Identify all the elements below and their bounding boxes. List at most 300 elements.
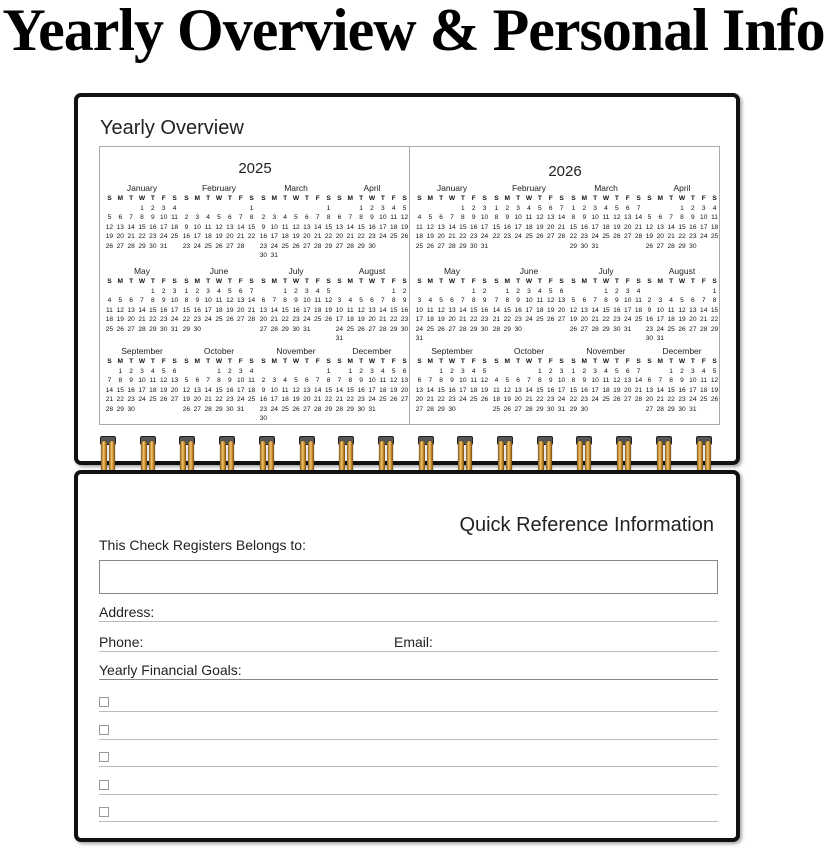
day-cell: 1 bbox=[604, 287, 608, 295]
weekday-header: T bbox=[283, 358, 288, 365]
day-cell: 3 bbox=[658, 297, 663, 304]
day-cell: 12 bbox=[292, 223, 300, 231]
day-cell: 29 bbox=[667, 405, 675, 413]
day-cell: 4 bbox=[315, 287, 320, 295]
day-cell: 1 bbox=[249, 204, 254, 212]
day-cell: 5 bbox=[571, 297, 576, 304]
day-cell: 30 bbox=[580, 242, 588, 250]
empty-cell bbox=[203, 204, 214, 214]
day-cell: 7 bbox=[107, 377, 112, 384]
day-cell: 11 bbox=[204, 223, 212, 231]
weekday-header: S bbox=[636, 358, 641, 365]
day-cell: 12 bbox=[160, 377, 168, 384]
day-cell: 9 bbox=[294, 297, 298, 304]
day-cell: 18 bbox=[470, 386, 478, 394]
day-cell: 23 bbox=[259, 242, 268, 250]
day-cell: 2 bbox=[261, 377, 266, 384]
day-cell: 18 bbox=[710, 223, 719, 231]
day-cell: 19 bbox=[426, 233, 434, 240]
weekday-header: M bbox=[194, 278, 201, 285]
day-cell: 13 bbox=[237, 297, 245, 304]
day-cell: 3 bbox=[516, 204, 520, 212]
day-cell: 19 bbox=[645, 233, 654, 240]
weekday-header: S bbox=[172, 278, 177, 285]
empty-cell bbox=[655, 287, 666, 297]
day-cell: 3 bbox=[417, 297, 422, 304]
day-cell: 1 bbox=[217, 367, 221, 375]
day-cell: 30 bbox=[226, 405, 234, 413]
weekday-header: S bbox=[636, 195, 641, 202]
day-cell: 25 bbox=[667, 325, 675, 333]
day-cell: 25 bbox=[390, 233, 398, 240]
empty-cell bbox=[291, 367, 302, 377]
day-cell: 28 bbox=[656, 405, 664, 413]
weekday-header: W bbox=[678, 195, 686, 202]
day-cell: 24 bbox=[624, 316, 632, 323]
day-cell: 24 bbox=[525, 316, 533, 323]
month-september-2025 bbox=[104, 345, 180, 414]
day-cell: 11 bbox=[635, 297, 642, 304]
day-cell: 16 bbox=[613, 306, 621, 314]
day-cell: 13 bbox=[226, 223, 234, 231]
empty-cell bbox=[312, 367, 323, 377]
day-cell: 12 bbox=[400, 214, 409, 221]
day-cell: 13 bbox=[656, 223, 664, 231]
day-cell: 8 bbox=[669, 377, 673, 384]
day-cell: 3 bbox=[337, 297, 342, 304]
weekday-header: W bbox=[368, 278, 376, 285]
day-cell: 15 bbox=[215, 386, 223, 394]
month-name: November bbox=[276, 346, 316, 356]
day-cell: 15 bbox=[138, 223, 146, 231]
month-grid bbox=[104, 194, 180, 251]
day-cell: 14 bbox=[667, 223, 675, 231]
day-cell: 2 bbox=[450, 367, 454, 375]
owner-field[interactable] bbox=[99, 560, 718, 594]
day-cell: 3 bbox=[527, 287, 531, 295]
day-cell: 27 bbox=[514, 405, 522, 413]
weekday-header: F bbox=[625, 195, 630, 202]
day-cell: 30 bbox=[400, 325, 409, 333]
day-cell: 25 bbox=[170, 233, 179, 240]
day-cell: 22 bbox=[247, 233, 256, 240]
goals-divider bbox=[99, 679, 718, 680]
day-cell: 12 bbox=[292, 386, 300, 394]
empty-cell bbox=[269, 367, 280, 377]
goal-line[interactable] bbox=[99, 711, 718, 712]
day-cell: 27 bbox=[303, 405, 311, 413]
weekday-header: S bbox=[249, 358, 254, 365]
day-cell: 3 bbox=[238, 367, 243, 375]
day-cell: 25 bbox=[415, 242, 424, 250]
year-label: 2025 bbox=[238, 160, 272, 177]
month-january-2025 bbox=[104, 182, 180, 251]
day-cell: 19 bbox=[536, 223, 544, 231]
weekday-header: T bbox=[359, 278, 364, 285]
weekday-header: F bbox=[161, 358, 166, 365]
day-cell: 4 bbox=[381, 367, 385, 375]
day-cell: 7 bbox=[315, 377, 320, 384]
empty-cell bbox=[269, 287, 280, 297]
day-cell: 28 bbox=[591, 325, 599, 333]
weekday-header: S bbox=[494, 278, 499, 285]
weekday-header: F bbox=[471, 358, 476, 365]
day-cell: 19 bbox=[503, 396, 511, 403]
phone-email-line[interactable] bbox=[99, 651, 718, 652]
day-cell: 24 bbox=[591, 233, 599, 240]
day-cell: 9 bbox=[402, 297, 407, 304]
day-cell: 29 bbox=[503, 325, 511, 333]
weekday-header: F bbox=[391, 278, 396, 285]
day-cell: 5 bbox=[482, 367, 487, 375]
weekday-header: F bbox=[238, 278, 243, 285]
day-cell: 27 bbox=[127, 325, 135, 333]
day-cell: 5 bbox=[294, 214, 298, 221]
day-cell: 13 bbox=[689, 306, 697, 314]
day-cell: 21 bbox=[105, 396, 114, 403]
day-cell: 6 bbox=[548, 204, 553, 212]
day-cell: 6 bbox=[238, 287, 243, 295]
day-cell: 4 bbox=[669, 297, 673, 304]
day-cell: 14 bbox=[492, 306, 501, 314]
day-cell: 16 bbox=[259, 396, 268, 403]
weekday-header: S bbox=[417, 195, 422, 202]
day-cell: 19 bbox=[678, 316, 686, 323]
goal-line[interactable] bbox=[99, 766, 718, 767]
weekday-header: M bbox=[504, 278, 511, 285]
weekday-header: T bbox=[614, 195, 619, 202]
day-cell: 25 bbox=[700, 396, 708, 403]
day-cell: 19 bbox=[215, 233, 223, 240]
day-cell: 1 bbox=[439, 367, 443, 375]
weekday-header: M bbox=[194, 195, 201, 202]
day-cell: 10 bbox=[459, 377, 467, 384]
day-cell: 29 bbox=[116, 405, 124, 413]
day-cell: 6 bbox=[261, 297, 266, 304]
weekday-header: F bbox=[315, 278, 320, 285]
day-cell: 1 bbox=[471, 287, 476, 295]
day-cell: 18 bbox=[426, 316, 434, 323]
day-cell: 4 bbox=[151, 367, 155, 375]
owner-label: This Check Registers Belongs to: bbox=[99, 537, 306, 553]
month-grid bbox=[568, 277, 644, 334]
weekday-header: T bbox=[614, 358, 619, 365]
month-name: January bbox=[126, 183, 158, 193]
day-cell: 26 bbox=[182, 405, 191, 413]
day-cell: 1 bbox=[151, 287, 155, 295]
day-cell: 21 bbox=[700, 316, 708, 323]
weekday-header: S bbox=[261, 358, 266, 365]
day-cell: 16 bbox=[580, 386, 588, 394]
day-cell: 30 bbox=[259, 415, 268, 422]
empty-cell bbox=[524, 367, 535, 377]
month-december-2026 bbox=[644, 345, 720, 414]
quick-reference-panel bbox=[74, 470, 740, 842]
weekday-header: W bbox=[292, 358, 300, 365]
day-cell: 24 bbox=[303, 316, 311, 323]
day-cell: 29 bbox=[138, 242, 146, 250]
day-cell: 9 bbox=[228, 377, 232, 384]
day-cell: 19 bbox=[116, 316, 124, 323]
day-cell: 8 bbox=[505, 297, 510, 304]
calendar-area bbox=[99, 146, 720, 425]
month-november-2026 bbox=[568, 345, 644, 414]
address-line[interactable] bbox=[99, 621, 718, 622]
day-cell: 11 bbox=[171, 214, 178, 221]
day-cell: 29 bbox=[390, 325, 398, 333]
day-cell: 2 bbox=[516, 287, 520, 295]
day-cell: 9 bbox=[151, 214, 155, 221]
day-cell: 4 bbox=[283, 377, 287, 384]
day-cell: 4 bbox=[636, 287, 641, 295]
month-name: June bbox=[519, 266, 539, 276]
day-cell: 16 bbox=[182, 233, 191, 240]
day-cell: 16 bbox=[547, 386, 555, 394]
weekday-header: F bbox=[238, 358, 243, 365]
day-cell: 28 bbox=[700, 325, 708, 333]
weekday-header: T bbox=[690, 358, 695, 365]
day-cell: 4 bbox=[348, 297, 353, 304]
weekday-header: S bbox=[494, 195, 499, 202]
day-cell: 24 bbox=[700, 233, 708, 240]
day-cell: 26 bbox=[480, 396, 489, 403]
day-cell: 4 bbox=[417, 214, 422, 221]
day-cell: 28 bbox=[379, 325, 387, 333]
day-cell: 17 bbox=[656, 316, 664, 323]
day-cell: 2 bbox=[151, 204, 155, 212]
day-cell: 13 bbox=[193, 386, 201, 394]
day-cell: 30 bbox=[580, 405, 588, 413]
day-cell: 20 bbox=[127, 316, 135, 323]
day-cell: 31 bbox=[170, 325, 179, 333]
day-cell: 1 bbox=[571, 204, 576, 212]
day-cell: 26 bbox=[437, 325, 445, 333]
day-cell: 2 bbox=[359, 367, 363, 375]
day-cell: 28 bbox=[127, 242, 135, 250]
weekday-header: M bbox=[427, 195, 434, 202]
day-cell: 23 bbox=[182, 242, 191, 250]
weekday-header: W bbox=[678, 358, 686, 365]
day-cell: 3 bbox=[206, 287, 210, 295]
month-grid bbox=[568, 194, 644, 251]
empty-cell bbox=[203, 367, 214, 377]
day-cell: 23 bbox=[645, 325, 654, 333]
day-cell: 9 bbox=[261, 386, 266, 394]
goal-line[interactable] bbox=[99, 794, 718, 795]
day-cell: 23 bbox=[678, 396, 686, 403]
weekday-header: F bbox=[625, 278, 630, 285]
day-cell: 24 bbox=[368, 396, 376, 403]
day-cell: 25 bbox=[602, 396, 610, 403]
day-cell: 1 bbox=[391, 287, 396, 295]
empty-cell bbox=[491, 367, 502, 377]
goal-line[interactable] bbox=[99, 739, 718, 740]
day-cell: 14 bbox=[557, 214, 566, 221]
weekday-header: W bbox=[215, 358, 223, 365]
weekday-header: T bbox=[206, 358, 211, 365]
day-cell: 11 bbox=[470, 377, 478, 384]
day-cell: 8 bbox=[326, 214, 331, 221]
weekday-header: W bbox=[525, 278, 533, 285]
day-cell: 10 bbox=[525, 297, 533, 304]
weekday-header: S bbox=[402, 195, 407, 202]
day-cell: 25 bbox=[204, 242, 212, 250]
day-cell: 14 bbox=[270, 306, 278, 314]
month-name: March bbox=[594, 183, 618, 193]
day-cell: 31 bbox=[335, 335, 344, 342]
day-cell: 20 bbox=[689, 316, 697, 323]
day-cell: 25 bbox=[470, 396, 478, 403]
month-grid bbox=[334, 357, 410, 414]
day-cell: 28 bbox=[314, 405, 322, 413]
day-cell: 27 bbox=[335, 242, 344, 250]
day-cell: 10 bbox=[170, 297, 179, 304]
day-cell: 9 bbox=[129, 377, 133, 384]
day-cell: 19 bbox=[400, 223, 409, 231]
day-cell: 22 bbox=[390, 316, 398, 323]
month-grid bbox=[568, 357, 644, 414]
day-cell: 19 bbox=[613, 386, 621, 394]
day-cell: 26 bbox=[503, 405, 511, 413]
day-cell: 6 bbox=[582, 297, 587, 304]
day-cell: 25 bbox=[247, 396, 256, 403]
month-august-2026 bbox=[644, 265, 720, 344]
day-cell: 30 bbox=[613, 325, 621, 333]
day-cell: 14 bbox=[448, 223, 456, 231]
day-cell: 1 bbox=[348, 367, 353, 375]
day-cell: 23 bbox=[368, 233, 376, 240]
weekday-header: F bbox=[315, 195, 320, 202]
day-cell: 10 bbox=[368, 377, 376, 384]
day-cell: 15 bbox=[357, 223, 365, 231]
day-cell: 14 bbox=[634, 214, 643, 221]
day-cell: 24 bbox=[557, 396, 566, 403]
month-grid bbox=[491, 277, 567, 334]
day-cell: 22 bbox=[357, 233, 365, 240]
day-cell: 18 bbox=[667, 316, 675, 323]
weekday-header: S bbox=[261, 278, 266, 285]
day-cell: 16 bbox=[645, 316, 654, 323]
day-cell: 12 bbox=[569, 306, 578, 314]
day-cell: 11 bbox=[149, 377, 157, 384]
day-cell: 11 bbox=[602, 377, 610, 384]
goal-checkbox[interactable] bbox=[99, 807, 109, 817]
day-cell: 24 bbox=[480, 233, 489, 240]
goal-checkbox[interactable] bbox=[99, 697, 109, 707]
weekday-header: T bbox=[614, 278, 619, 285]
day-cell: 30 bbox=[368, 242, 376, 250]
day-cell: 18 bbox=[281, 396, 289, 403]
day-cell: 4 bbox=[604, 204, 608, 212]
goal-checkbox[interactable] bbox=[99, 752, 109, 762]
day-cell: 6 bbox=[417, 377, 422, 384]
day-cell: 22 bbox=[470, 316, 478, 323]
weekday-header: S bbox=[337, 358, 342, 365]
phone-label: Phone: bbox=[99, 634, 144, 650]
day-cell: 1 bbox=[680, 204, 684, 212]
day-cell: 2 bbox=[482, 287, 487, 295]
day-cell: 22 bbox=[503, 316, 511, 323]
day-cell: 24 bbox=[459, 396, 467, 403]
month-june-2026 bbox=[491, 265, 567, 334]
day-cell: 30 bbox=[547, 405, 555, 413]
day-cell: 9 bbox=[450, 377, 454, 384]
day-cell: 28 bbox=[138, 325, 146, 333]
month-november-2025 bbox=[258, 345, 334, 424]
day-cell: 13 bbox=[437, 223, 445, 231]
day-cell: 8 bbox=[326, 377, 331, 384]
day-cell: 11 bbox=[667, 306, 675, 314]
weekday-header: S bbox=[559, 278, 564, 285]
day-cell: 13 bbox=[624, 214, 632, 221]
day-cell: 12 bbox=[678, 306, 686, 314]
day-cell: 21 bbox=[346, 233, 354, 240]
day-cell: 10 bbox=[204, 297, 212, 304]
goal-line[interactable] bbox=[99, 821, 718, 822]
day-cell: 23 bbox=[292, 316, 300, 323]
day-cell: 11 bbox=[525, 214, 533, 221]
empty-cell bbox=[513, 367, 524, 377]
weekday-header: S bbox=[326, 358, 331, 365]
day-cell: 16 bbox=[480, 306, 489, 314]
day-cell: 6 bbox=[658, 214, 663, 221]
weekday-header: M bbox=[271, 358, 278, 365]
day-cell: 1 bbox=[184, 287, 189, 295]
day-cell: 4 bbox=[217, 287, 221, 295]
day-cell: 28 bbox=[314, 242, 322, 250]
day-cell: 29 bbox=[678, 242, 686, 250]
day-cell: 28 bbox=[105, 405, 114, 413]
day-cell: 29 bbox=[459, 242, 467, 250]
weekday-header: S bbox=[172, 358, 177, 365]
day-cell: 21 bbox=[448, 233, 456, 240]
goal-checkbox[interactable] bbox=[99, 725, 109, 735]
day-cell: 8 bbox=[184, 297, 189, 304]
day-cell: 5 bbox=[402, 204, 407, 212]
day-cell: 11 bbox=[105, 306, 113, 314]
day-cell: 29 bbox=[569, 242, 578, 250]
day-cell: 10 bbox=[270, 386, 278, 394]
empty-cell bbox=[655, 367, 666, 377]
weekday-header: T bbox=[516, 278, 521, 285]
day-cell: 16 bbox=[368, 223, 376, 231]
weekday-header: F bbox=[391, 358, 396, 365]
day-cell: 29 bbox=[324, 242, 333, 250]
weekday-header: M bbox=[581, 195, 588, 202]
weekday-header: W bbox=[292, 278, 300, 285]
day-cell: 25 bbox=[379, 396, 387, 403]
day-cell: 1 bbox=[359, 204, 363, 212]
day-cell: 12 bbox=[226, 297, 234, 304]
day-cell: 16 bbox=[149, 223, 157, 231]
day-cell: 8 bbox=[680, 214, 684, 221]
day-cell: 28 bbox=[557, 233, 566, 240]
empty-cell bbox=[502, 367, 513, 377]
day-cell: 17 bbox=[480, 223, 489, 231]
day-cell: 3 bbox=[272, 377, 277, 384]
day-cell: 7 bbox=[348, 214, 353, 221]
day-cell: 13 bbox=[580, 306, 588, 314]
day-cell: 18 bbox=[314, 306, 322, 314]
day-cell: 3 bbox=[559, 367, 564, 375]
day-cell: 24 bbox=[270, 405, 278, 413]
goal-checkbox[interactable] bbox=[99, 780, 109, 790]
day-cell: 23 bbox=[470, 233, 478, 240]
day-cell: 8 bbox=[471, 297, 476, 304]
month-name: January bbox=[436, 183, 468, 193]
weekday-header: T bbox=[439, 278, 444, 285]
day-cell: 21 bbox=[138, 316, 146, 323]
